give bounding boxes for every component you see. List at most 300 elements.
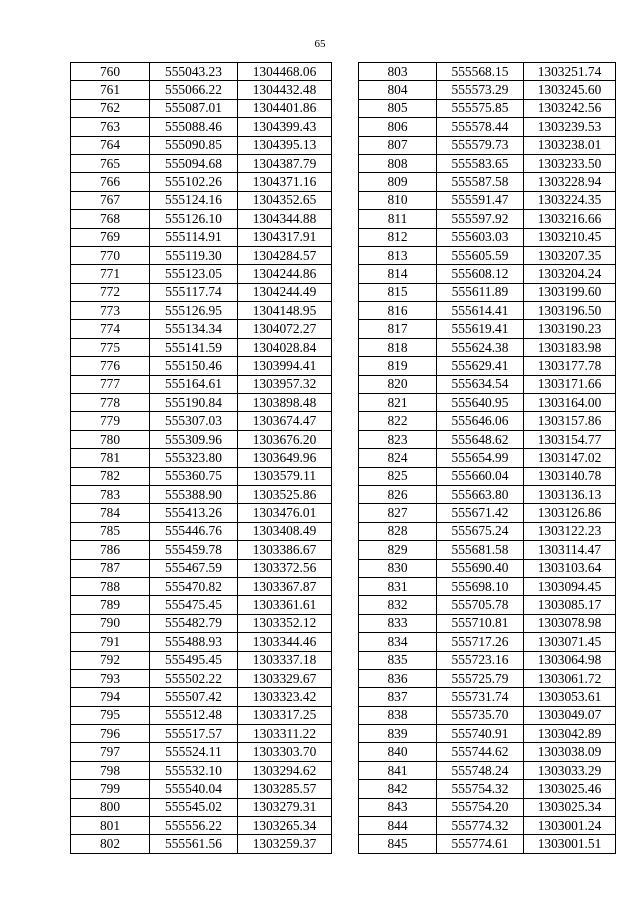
- point-number-cell: 834: [359, 633, 437, 651]
- table-row: [71, 302, 332, 320]
- point-number-cell: 844: [359, 817, 437, 835]
- point-number-cell: 812: [359, 228, 437, 246]
- y-coordinate-cell: 1303372.56: [238, 559, 332, 577]
- table-row: [359, 302, 616, 320]
- y-coordinate-cell: 1303344.46: [238, 633, 332, 651]
- point-number-cell: 786: [71, 541, 150, 559]
- table-row: [359, 577, 616, 595]
- x-coordinate-cell: 555774.32: [437, 817, 524, 835]
- y-coordinate-cell: 1303674.47: [238, 412, 332, 430]
- table-row: [359, 246, 616, 264]
- x-coordinate-cell: 555413.26: [150, 504, 238, 522]
- table-row: [71, 118, 332, 136]
- table-row: [71, 798, 332, 816]
- x-coordinate-cell: 555579.73: [437, 136, 524, 154]
- x-coordinate-cell: 555126.10: [150, 210, 238, 228]
- y-coordinate-cell: 1304244.49: [238, 283, 332, 301]
- table-row: [359, 541, 616, 559]
- x-coordinate-cell: 555740.91: [437, 725, 524, 743]
- point-number-cell: 763: [71, 118, 150, 136]
- x-coordinate-cell: 555309.96: [150, 430, 238, 448]
- x-coordinate-cell: 555640.95: [437, 394, 524, 412]
- y-coordinate-cell: 1304387.79: [238, 154, 332, 172]
- x-coordinate-cell: 555307.03: [150, 412, 238, 430]
- point-number-cell: 815: [359, 283, 437, 301]
- point-number-cell: 766: [71, 173, 150, 191]
- point-number-cell: 770: [71, 246, 150, 264]
- table-row: [359, 283, 616, 301]
- y-coordinate-cell: 1303210.45: [524, 228, 616, 246]
- x-coordinate-cell: 555482.79: [150, 614, 238, 632]
- point-number-cell: 835: [359, 651, 437, 669]
- table-row: [71, 761, 332, 779]
- y-coordinate-cell: 1303239.53: [524, 118, 616, 136]
- x-coordinate-cell: 555654.99: [437, 449, 524, 467]
- point-number-cell: 837: [359, 688, 437, 706]
- point-number-cell: 781: [71, 449, 150, 467]
- table-row: [71, 835, 332, 853]
- x-coordinate-cell: 555723.16: [437, 651, 524, 669]
- x-coordinate-cell: 555123.05: [150, 265, 238, 283]
- x-coordinate-cell: 555323.80: [150, 449, 238, 467]
- point-number-cell: 836: [359, 669, 437, 687]
- y-coordinate-cell: 1303094.45: [524, 577, 616, 595]
- x-coordinate-cell: 555597.92: [437, 210, 524, 228]
- x-coordinate-cell: 555446.76: [150, 522, 238, 540]
- coordinates-table-left: [70, 62, 332, 854]
- table-row: [71, 283, 332, 301]
- x-coordinate-cell: 555573.29: [437, 81, 524, 99]
- y-coordinate-cell: 1303352.12: [238, 614, 332, 632]
- y-coordinate-cell: 1303285.57: [238, 780, 332, 798]
- table-row: [359, 191, 616, 209]
- y-coordinate-cell: 1303233.50: [524, 154, 616, 172]
- y-coordinate-cell: 1303238.01: [524, 136, 616, 154]
- table-row: [71, 780, 332, 798]
- y-coordinate-cell: 1303898.48: [238, 394, 332, 412]
- x-coordinate-cell: 555690.40: [437, 559, 524, 577]
- y-coordinate-cell: 1303311.22: [238, 725, 332, 743]
- x-coordinate-cell: 555663.80: [437, 485, 524, 503]
- x-coordinate-cell: 555114.91: [150, 228, 238, 246]
- x-coordinate-cell: 555102.26: [150, 173, 238, 191]
- x-coordinate-cell: 555710.81: [437, 614, 524, 632]
- table-row: [71, 154, 332, 172]
- coordinates-table-right: [358, 62, 616, 854]
- x-coordinate-cell: 555164.61: [150, 375, 238, 393]
- y-coordinate-cell: 1303228.94: [524, 173, 616, 191]
- point-number-cell: 820: [359, 375, 437, 393]
- point-number-cell: 764: [71, 136, 150, 154]
- y-coordinate-cell: 1303171.66: [524, 375, 616, 393]
- point-number-cell: 796: [71, 725, 150, 743]
- table-row: [71, 725, 332, 743]
- point-number-cell: 843: [359, 798, 437, 816]
- x-coordinate-cell: 555141.59: [150, 338, 238, 356]
- x-coordinate-cell: 555611.89: [437, 283, 524, 301]
- table-row: [359, 835, 616, 853]
- table-row: [71, 706, 332, 724]
- point-number-cell: 833: [359, 614, 437, 632]
- x-coordinate-cell: 555043.23: [150, 63, 238, 81]
- x-coordinate-cell: 555524.11: [150, 743, 238, 761]
- point-number-cell: 807: [359, 136, 437, 154]
- table-row: [359, 596, 616, 614]
- table-row: [71, 394, 332, 412]
- table-row: [359, 761, 616, 779]
- table-row: [359, 357, 616, 375]
- point-number-cell: 828: [359, 522, 437, 540]
- y-coordinate-cell: 1303085.17: [524, 596, 616, 614]
- y-coordinate-cell: 1303053.61: [524, 688, 616, 706]
- y-coordinate-cell: 1303147.02: [524, 449, 616, 467]
- x-coordinate-cell: 555087.01: [150, 99, 238, 117]
- x-coordinate-cell: 555717.26: [437, 633, 524, 651]
- point-number-cell: 803: [359, 63, 437, 81]
- y-coordinate-cell: 1303136.13: [524, 485, 616, 503]
- table-row: [359, 210, 616, 228]
- point-number-cell: 790: [71, 614, 150, 632]
- table-row: [71, 412, 332, 430]
- point-number-cell: 793: [71, 669, 150, 687]
- point-number-cell: 806: [359, 118, 437, 136]
- table-row: [71, 430, 332, 448]
- table-row: [71, 669, 332, 687]
- x-coordinate-cell: 555117.74: [150, 283, 238, 301]
- y-coordinate-cell: 1303122.23: [524, 522, 616, 540]
- table-row: [71, 265, 332, 283]
- point-number-cell: 838: [359, 706, 437, 724]
- point-number-cell: 808: [359, 154, 437, 172]
- y-coordinate-cell: 1303042.89: [524, 725, 616, 743]
- table-row: [71, 559, 332, 577]
- point-number-cell: 802: [71, 835, 150, 853]
- table-row: [359, 63, 616, 81]
- table-row: [359, 265, 616, 283]
- y-coordinate-cell: 1303337.18: [238, 651, 332, 669]
- table-row: [359, 394, 616, 412]
- table-row: [71, 338, 332, 356]
- x-coordinate-cell: 555360.75: [150, 467, 238, 485]
- point-number-cell: 791: [71, 633, 150, 651]
- table-row: [359, 228, 616, 246]
- x-coordinate-cell: 555675.24: [437, 522, 524, 540]
- point-number-cell: 841: [359, 761, 437, 779]
- table-row: [71, 596, 332, 614]
- x-coordinate-cell: 555744.62: [437, 743, 524, 761]
- table-row: [359, 375, 616, 393]
- x-coordinate-cell: 555568.15: [437, 63, 524, 81]
- y-coordinate-cell: 1304399.43: [238, 118, 332, 136]
- point-number-cell: 839: [359, 725, 437, 743]
- x-coordinate-cell: 555614.41: [437, 302, 524, 320]
- table-row: [71, 541, 332, 559]
- point-number-cell: 774: [71, 320, 150, 338]
- point-number-cell: 792: [71, 651, 150, 669]
- table-row: [359, 338, 616, 356]
- point-number-cell: 811: [359, 210, 437, 228]
- y-coordinate-cell: 1304352.65: [238, 191, 332, 209]
- y-coordinate-cell: 1303157.86: [524, 412, 616, 430]
- y-coordinate-cell: 1303259.37: [238, 835, 332, 853]
- x-coordinate-cell: 555731.74: [437, 688, 524, 706]
- x-coordinate-cell: 555556.22: [150, 817, 238, 835]
- table-row: [359, 706, 616, 724]
- x-coordinate-cell: 555467.59: [150, 559, 238, 577]
- point-number-cell: 819: [359, 357, 437, 375]
- y-coordinate-cell: 1303078.98: [524, 614, 616, 632]
- y-coordinate-cell: 1303061.72: [524, 669, 616, 687]
- y-coordinate-cell: 1304344.88: [238, 210, 332, 228]
- y-coordinate-cell: 1303224.35: [524, 191, 616, 209]
- y-coordinate-cell: 1303064.98: [524, 651, 616, 669]
- x-coordinate-cell: 555735.70: [437, 706, 524, 724]
- table-row: [71, 210, 332, 228]
- y-coordinate-cell: 1303649.96: [238, 449, 332, 467]
- x-coordinate-cell: 555660.04: [437, 467, 524, 485]
- point-number-cell: 779: [71, 412, 150, 430]
- y-coordinate-cell: 1303303.70: [238, 743, 332, 761]
- table-row: [359, 504, 616, 522]
- page-number: 65: [314, 38, 326, 50]
- x-coordinate-cell: 555705.78: [437, 596, 524, 614]
- point-number-cell: 777: [71, 375, 150, 393]
- y-coordinate-cell: 1304284.57: [238, 246, 332, 264]
- point-number-cell: 797: [71, 743, 150, 761]
- y-coordinate-cell: 1303001.24: [524, 817, 616, 835]
- table-row: [71, 688, 332, 706]
- point-number-cell: 794: [71, 688, 150, 706]
- y-coordinate-cell: 1303676.20: [238, 430, 332, 448]
- point-number-cell: 782: [71, 467, 150, 485]
- table-row: [71, 449, 332, 467]
- x-coordinate-cell: 555624.38: [437, 338, 524, 356]
- point-number-cell: 845: [359, 835, 437, 853]
- x-coordinate-cell: 555583.65: [437, 154, 524, 172]
- y-coordinate-cell: 1303476.01: [238, 504, 332, 522]
- point-number-cell: 765: [71, 154, 150, 172]
- point-number-cell: 775: [71, 338, 150, 356]
- point-number-cell: 800: [71, 798, 150, 816]
- point-number-cell: 816: [359, 302, 437, 320]
- x-coordinate-cell: 555671.42: [437, 504, 524, 522]
- x-coordinate-cell: 555517.57: [150, 725, 238, 743]
- point-number-cell: 783: [71, 485, 150, 503]
- x-coordinate-cell: 555475.45: [150, 596, 238, 614]
- x-coordinate-cell: 555575.85: [437, 99, 524, 117]
- point-number-cell: 761: [71, 81, 150, 99]
- x-coordinate-cell: 555748.24: [437, 761, 524, 779]
- table-row: [359, 136, 616, 154]
- table-row: [359, 669, 616, 687]
- point-number-cell: 780: [71, 430, 150, 448]
- y-coordinate-cell: 1303154.77: [524, 430, 616, 448]
- point-number-cell: 799: [71, 780, 150, 798]
- table-row: [359, 449, 616, 467]
- y-coordinate-cell: 1303329.67: [238, 669, 332, 687]
- y-coordinate-cell: 1303204.24: [524, 265, 616, 283]
- table-row: [71, 246, 332, 264]
- point-number-cell: 798: [71, 761, 150, 779]
- y-coordinate-cell: 1304401.86: [238, 99, 332, 117]
- table-row: [71, 577, 332, 595]
- table-row: [359, 412, 616, 430]
- x-coordinate-cell: 555540.04: [150, 780, 238, 798]
- table-row: [359, 467, 616, 485]
- y-coordinate-cell: 1303367.87: [238, 577, 332, 595]
- x-coordinate-cell: 555605.59: [437, 246, 524, 264]
- table-row: [71, 99, 332, 117]
- y-coordinate-cell: 1304371.16: [238, 173, 332, 191]
- y-coordinate-cell: 1303994.41: [238, 357, 332, 375]
- point-number-cell: 789: [71, 596, 150, 614]
- x-coordinate-cell: 555646.06: [437, 412, 524, 430]
- point-number-cell: 821: [359, 394, 437, 412]
- y-coordinate-cell: 1304244.86: [238, 265, 332, 283]
- point-number-cell: 842: [359, 780, 437, 798]
- x-coordinate-cell: 555619.41: [437, 320, 524, 338]
- table-row: [359, 430, 616, 448]
- y-coordinate-cell: 1303025.46: [524, 780, 616, 798]
- point-number-cell: 829: [359, 541, 437, 559]
- point-number-cell: 773: [71, 302, 150, 320]
- y-coordinate-cell: 1303049.07: [524, 706, 616, 724]
- table-row: [359, 688, 616, 706]
- table-row: [359, 614, 616, 632]
- table-row: [359, 633, 616, 651]
- table-row: [71, 633, 332, 651]
- table-row: [359, 817, 616, 835]
- point-number-cell: 768: [71, 210, 150, 228]
- x-coordinate-cell: 555088.46: [150, 118, 238, 136]
- x-coordinate-cell: 555124.16: [150, 191, 238, 209]
- table-row: [359, 173, 616, 191]
- table-row: [71, 817, 332, 835]
- x-coordinate-cell: 555094.68: [150, 154, 238, 172]
- y-coordinate-cell: 1303265.34: [238, 817, 332, 835]
- y-coordinate-cell: 1303001.51: [524, 835, 616, 853]
- table-row: [71, 357, 332, 375]
- y-coordinate-cell: 1303140.78: [524, 467, 616, 485]
- x-coordinate-cell: 555561.56: [150, 835, 238, 853]
- table-row: [71, 485, 332, 503]
- y-coordinate-cell: 1303251.74: [524, 63, 616, 81]
- y-coordinate-cell: 1303183.98: [524, 338, 616, 356]
- y-coordinate-cell: 1303033.29: [524, 761, 616, 779]
- y-coordinate-cell: 1303361.61: [238, 596, 332, 614]
- y-coordinate-cell: 1303242.56: [524, 99, 616, 117]
- point-number-cell: 822: [359, 412, 437, 430]
- y-coordinate-cell: 1304148.95: [238, 302, 332, 320]
- table-row: [359, 522, 616, 540]
- x-coordinate-cell: 555507.42: [150, 688, 238, 706]
- y-coordinate-cell: 1303317.25: [238, 706, 332, 724]
- y-coordinate-cell: 1303279.31: [238, 798, 332, 816]
- point-number-cell: 823: [359, 430, 437, 448]
- x-coordinate-cell: 555150.46: [150, 357, 238, 375]
- x-coordinate-cell: 555608.12: [437, 265, 524, 283]
- x-coordinate-cell: 555774.61: [437, 835, 524, 853]
- point-number-cell: 831: [359, 577, 437, 595]
- point-number-cell: 809: [359, 173, 437, 191]
- coordinates-table-body: [71, 63, 332, 854]
- x-coordinate-cell: 555754.20: [437, 798, 524, 816]
- x-coordinate-cell: 555512.48: [150, 706, 238, 724]
- table-row: [71, 375, 332, 393]
- table-row: [359, 559, 616, 577]
- y-coordinate-cell: 1304432.48: [238, 81, 332, 99]
- point-number-cell: 776: [71, 357, 150, 375]
- point-number-cell: 787: [71, 559, 150, 577]
- y-coordinate-cell: 1303408.49: [238, 522, 332, 540]
- y-coordinate-cell: 1303164.00: [524, 394, 616, 412]
- point-number-cell: 826: [359, 485, 437, 503]
- y-coordinate-cell: 1303025.34: [524, 798, 616, 816]
- table-row: [359, 780, 616, 798]
- point-number-cell: 805: [359, 99, 437, 117]
- y-coordinate-cell: 1303071.45: [524, 633, 616, 651]
- point-number-cell: 827: [359, 504, 437, 522]
- table-row: [359, 81, 616, 99]
- table-row: [71, 191, 332, 209]
- x-coordinate-cell: 555587.58: [437, 173, 524, 191]
- coordinates-table-body: [359, 63, 616, 854]
- y-coordinate-cell: 1303245.60: [524, 81, 616, 99]
- point-number-cell: 769: [71, 228, 150, 246]
- point-number-cell: 814: [359, 265, 437, 283]
- point-number-cell: 830: [359, 559, 437, 577]
- table-row: [359, 99, 616, 117]
- table-row: [71, 173, 332, 191]
- y-coordinate-cell: 1304317.91: [238, 228, 332, 246]
- x-coordinate-cell: 555090.85: [150, 136, 238, 154]
- point-number-cell: 804: [359, 81, 437, 99]
- point-number-cell: 762: [71, 99, 150, 117]
- y-coordinate-cell: 1303386.67: [238, 541, 332, 559]
- x-coordinate-cell: 555488.93: [150, 633, 238, 651]
- point-number-cell: 772: [71, 283, 150, 301]
- table-row: [71, 467, 332, 485]
- x-coordinate-cell: 555545.02: [150, 798, 238, 816]
- y-coordinate-cell: 1303190.23: [524, 320, 616, 338]
- table-row: [71, 504, 332, 522]
- table-row: [359, 743, 616, 761]
- x-coordinate-cell: 555629.41: [437, 357, 524, 375]
- x-coordinate-cell: 555126.95: [150, 302, 238, 320]
- point-number-cell: 832: [359, 596, 437, 614]
- x-coordinate-cell: 555190.84: [150, 394, 238, 412]
- table-row: [359, 725, 616, 743]
- point-number-cell: 810: [359, 191, 437, 209]
- y-coordinate-cell: 1303957.32: [238, 375, 332, 393]
- y-coordinate-cell: 1303177.78: [524, 357, 616, 375]
- point-number-cell: 795: [71, 706, 150, 724]
- y-coordinate-cell: 1303038.09: [524, 743, 616, 761]
- point-number-cell: 818: [359, 338, 437, 356]
- y-coordinate-cell: 1304395.13: [238, 136, 332, 154]
- x-coordinate-cell: 555591.47: [437, 191, 524, 209]
- x-coordinate-cell: 555725.79: [437, 669, 524, 687]
- y-coordinate-cell: 1303207.35: [524, 246, 616, 264]
- table-row: [71, 136, 332, 154]
- y-coordinate-cell: 1303323.42: [238, 688, 332, 706]
- point-number-cell: 778: [71, 394, 150, 412]
- x-coordinate-cell: 555754.32: [437, 780, 524, 798]
- x-coordinate-cell: 555134.34: [150, 320, 238, 338]
- y-coordinate-cell: 1303114.47: [524, 541, 616, 559]
- x-coordinate-cell: 555698.10: [437, 577, 524, 595]
- point-number-cell: 767: [71, 191, 150, 209]
